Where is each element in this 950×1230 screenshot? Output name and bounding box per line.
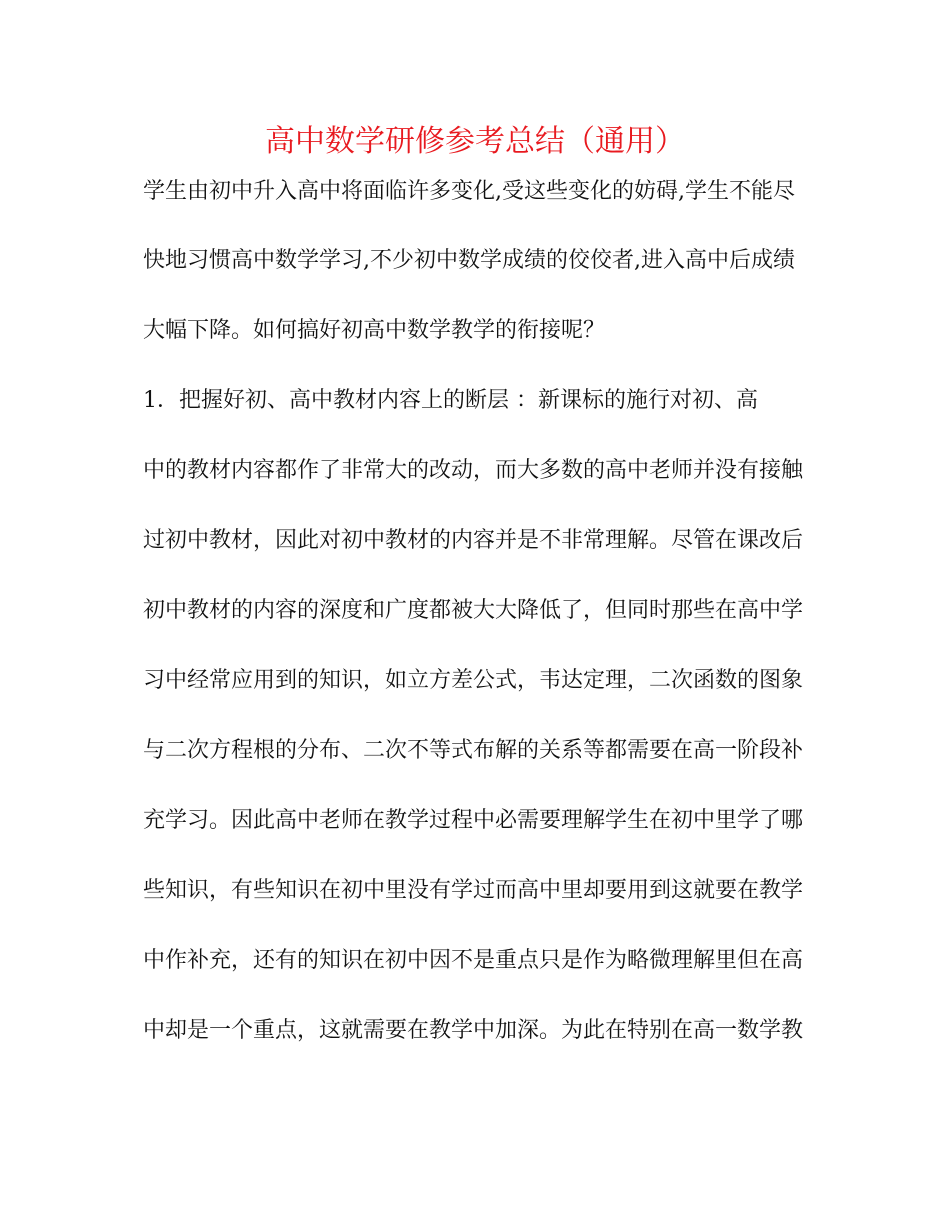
paragraph-line: 1．把握好初、高中教材内容上的断层 ：新课标的施行对初、高 [143, 388, 758, 413]
paragraph-line: 中的教材内容都作了非常大的改动，而大多数的高中老师并没有接触 [143, 458, 804, 483]
paragraph-line: 习中经常应用到的知识，如立方差公式，韦达定理，二次函数的图象 [143, 668, 804, 693]
document-title: 高中数学研修参考总结（通用） [265, 124, 685, 159]
paragraph-line: 些知识，有些知识在初中里没有学过而高中里却要用到这就要在教学 [143, 878, 804, 903]
paragraph-line: 中作补充，还有的知识在初中因不是重点只是作为略微理解里但在高 [143, 948, 804, 973]
paragraph-line: 学生由初中升入高中将面临许多变化,受这些变化的妨碍,学生不能尽 [143, 179, 795, 204]
paragraph-line: 大幅下降。如何搞好初高中数学教学的衔接呢？ [143, 318, 606, 343]
paragraph-line: 中却是一个重点，这就需要在教学中加深。为此在特别在高一数学教 [143, 1018, 804, 1043]
paragraph-line: 与二次方程根的分布、二次不等式布解的关系等都需要在高一阶段补 [143, 738, 804, 763]
paragraph-line: 初中教材的内容的深度和广度都被大大降低了，但同时那些在高中学 [143, 598, 804, 623]
paragraph-line: 充学习。因此高中老师在教学过程中必需要理解学生在初中里学了哪 [143, 808, 804, 833]
paragraph-line: 过初中教材，因此对初中教材的内容并是不非常理解。尽管在课改后 [143, 528, 804, 553]
paragraph-line: 快地习惯高中数学学习,不少初中数学成绩的佼佼者,进入高中后成绩 [143, 248, 795, 273]
